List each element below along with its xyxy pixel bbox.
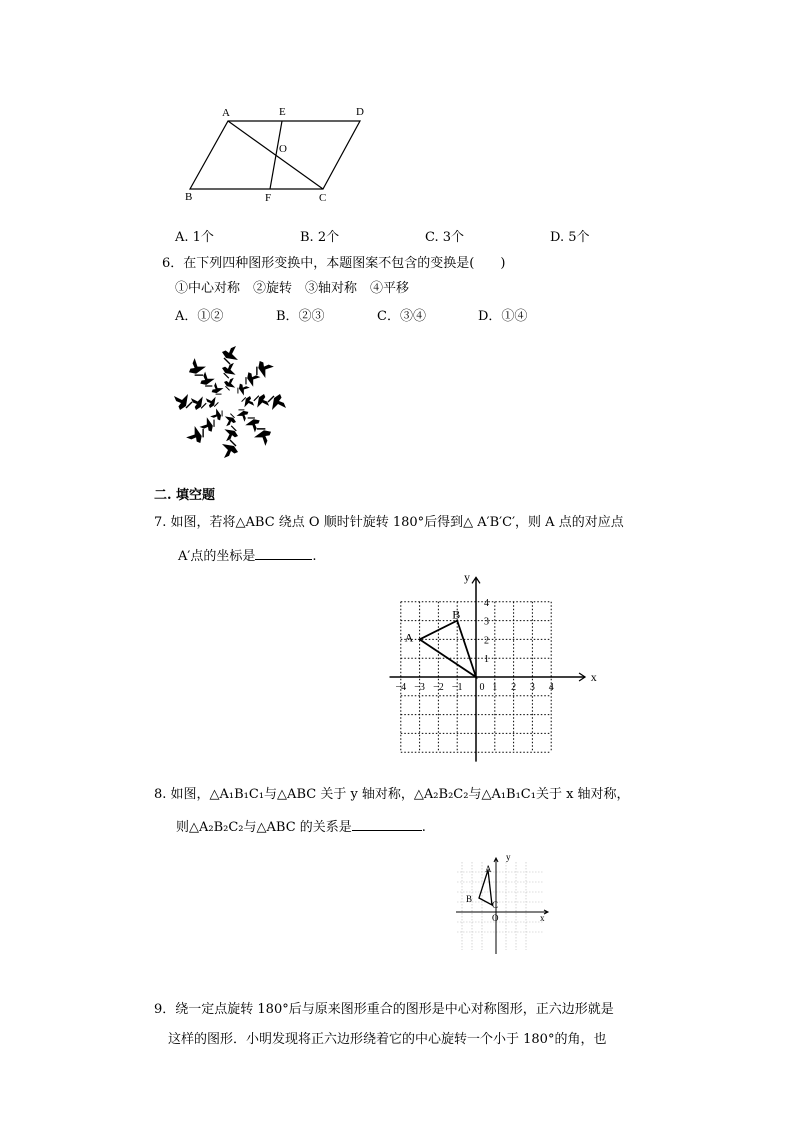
q8-line2-prefix: 则△A₂B₂C₂与△ABC 的关系是 bbox=[176, 820, 352, 835]
q6-choices: ①中心对称 ②旋转 ③轴对称 ④平移 bbox=[175, 281, 410, 296]
x-tick-label: 2 bbox=[511, 682, 517, 693]
q7-line1: 7. 如图，若将△ABC 绕点 O 顺时针旋转 180°后得到△ A′B′C′，则 A 点的对应点 bbox=[154, 515, 624, 530]
q8-axis-y: y bbox=[506, 852, 511, 862]
q5-option-b: B. 2个 bbox=[300, 230, 340, 245]
x-axis-label: x bbox=[590, 670, 597, 684]
q7-line2-prefix: A′点的坐标是 bbox=[178, 549, 256, 564]
q8-label-A: A bbox=[485, 864, 492, 874]
triangle-abc bbox=[420, 621, 476, 677]
q9-line2: 这样的图形．小明发现将正六边形绕着它的中心旋转一个小于 180°的角，也 bbox=[168, 1032, 607, 1047]
point-label-B: B bbox=[452, 607, 461, 622]
x-tick-label: −4 bbox=[395, 682, 407, 693]
q6-option-a: A．①② bbox=[175, 309, 224, 324]
q8-line2-suffix: . bbox=[421, 820, 426, 835]
y-tick-label: 4 bbox=[484, 597, 489, 609]
q5-option-d: D. 5个 bbox=[550, 230, 590, 245]
label-D: D bbox=[356, 106, 364, 118]
x-tick-label: 4 bbox=[548, 682, 554, 693]
q6-stem: 6．在下列四种图形变换中，本题图案不包含的变换是( ) bbox=[162, 256, 506, 271]
label-E: E bbox=[279, 106, 286, 118]
q8-line1: 8. 如图，△A₁B₁C₁与△ABC 关于 y 轴对称，△A₂B₂C₂与△A₁B₁C₁关于 x 轴对称， bbox=[154, 787, 630, 802]
q8-label-C: C bbox=[492, 900, 499, 910]
y-axis-label: y bbox=[464, 570, 470, 585]
x-tick-label: 0 bbox=[479, 682, 485, 693]
q6-option-c: C．③④ bbox=[377, 309, 426, 324]
label-O: O bbox=[279, 143, 287, 155]
y-tick-label: 3 bbox=[484, 616, 489, 628]
point-label-A: A bbox=[404, 630, 414, 645]
q8-axis-x: x bbox=[540, 913, 545, 923]
section-title: 二. 填空题 bbox=[154, 488, 216, 503]
x-tick-label: 1 bbox=[492, 682, 498, 693]
label-F: F bbox=[265, 192, 272, 204]
x-tick-label: 3 bbox=[529, 682, 535, 693]
y-tick-label: 1 bbox=[484, 654, 489, 666]
q5-option-a: A. 1个 bbox=[175, 230, 214, 245]
q8-origin: O bbox=[492, 913, 499, 923]
q8-label-B: B bbox=[466, 894, 473, 904]
x-tick-label: −2 bbox=[433, 682, 444, 693]
x-tick-label: −3 bbox=[414, 682, 425, 693]
q8-line2 bbox=[176, 818, 426, 836]
label-C: C bbox=[319, 192, 327, 204]
q8-answer-blank[interactable] bbox=[352, 818, 422, 831]
q7-line2-suffix: . bbox=[312, 549, 317, 564]
q5-option-c: C. 3个 bbox=[425, 230, 465, 245]
q6-option-b: B．②③ bbox=[276, 309, 325, 324]
label-A: A bbox=[222, 107, 230, 119]
x-tick-label: −1 bbox=[451, 682, 463, 693]
y-tick-label: 2 bbox=[484, 635, 489, 647]
label-B: B bbox=[185, 191, 193, 203]
q9-line1: 9．绕一定点旋转 180°后与原来图形重合的图形是中心对称图形，正六边形就是 bbox=[154, 1002, 614, 1017]
q6-option-d: D．①④ bbox=[478, 309, 528, 324]
